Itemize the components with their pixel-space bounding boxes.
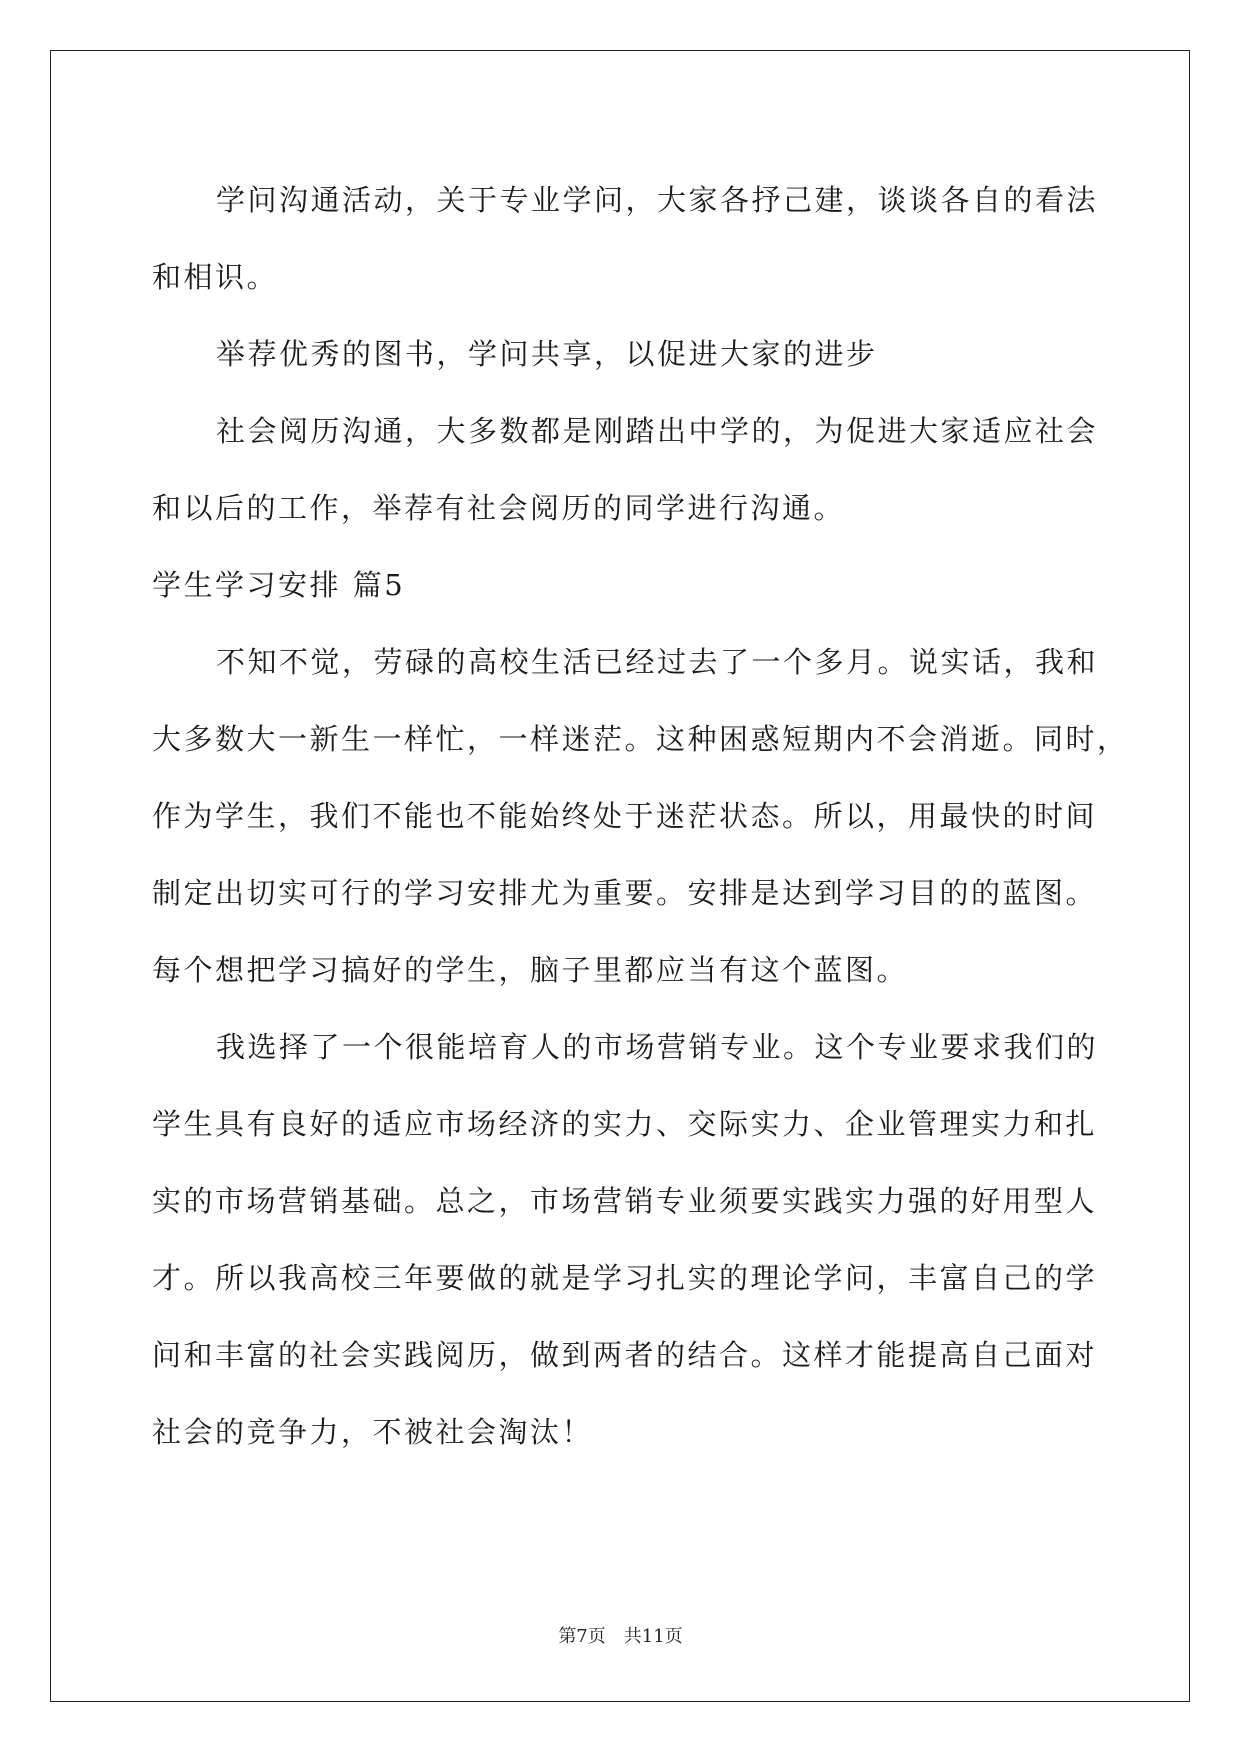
paragraph-line: 制定出切实可行的学习安排尤为重要。安排是达到学习目的的蓝图。 <box>152 876 1098 910</box>
paragraph-line: 不知不觉，劳碌的高校生活已经过去了一个多月。说实话，我和 <box>216 645 1099 679</box>
paragraph <box>152 162 1099 316</box>
paragraph-line: 大多数大一新生一样忙，一样迷茫。这种困惑短期内不会消逝。同时， <box>152 722 1129 756</box>
paragraph-line: 学问沟通活动，关于专业学问，大家各抒己建，谈谈各自的看法 <box>216 183 1099 217</box>
paragraph <box>152 1009 1099 1471</box>
section-heading <box>152 547 1092 624</box>
paragraph-line: 举荐优秀的图书，学问共享，以促进大家的进步 <box>216 337 878 371</box>
paragraph <box>152 624 1129 1009</box>
paragraph-line: 学生具有良好的适应市场经济的实力、交际实力、企业管理实力和扎 <box>152 1107 1098 1141</box>
heading-text: 学生学习安排 篇5 <box>152 568 406 602</box>
document-body <box>152 162 1129 1471</box>
paragraph-line: 才。所以我高校三年要做的就是学习扎实的理论学问，丰富自己的学 <box>152 1261 1098 1295</box>
paragraph-line: 社会阅历沟通，大多数都是刚踏出中学的，为促进大家适应社会 <box>216 414 1099 448</box>
paragraph <box>152 316 1092 393</box>
paragraph-line: 和以后的工作，举荐有社会阅历的同学进行沟通。 <box>152 491 846 525</box>
paragraph-line: 和相识。 <box>152 260 279 294</box>
paragraph-line: 社会的竞争力，不被社会淘汰！ <box>152 1415 594 1449</box>
paragraph-line: 我选择了一个很能培育人的市场营销专业。这个专业要求我们的 <box>216 1030 1099 1064</box>
paragraph-line: 问和丰富的社会实践阅历，做到两者的结合。这样才能提高自己面对 <box>152 1338 1098 1372</box>
paragraph-line: 实的市场营销基础。总之，市场营销专业须要实践实力强的好用型人 <box>152 1184 1098 1218</box>
paragraph-line: 每个想把学习搞好的学生，脑子里都应当有这个蓝图。 <box>152 953 909 987</box>
page-footer: 第7页 共11页 <box>558 1626 683 1647</box>
paragraph <box>152 393 1099 547</box>
paragraph-line: 作为学生，我们不能也不能始终处于迷茫状态。所以，用最快的时间 <box>152 799 1098 833</box>
